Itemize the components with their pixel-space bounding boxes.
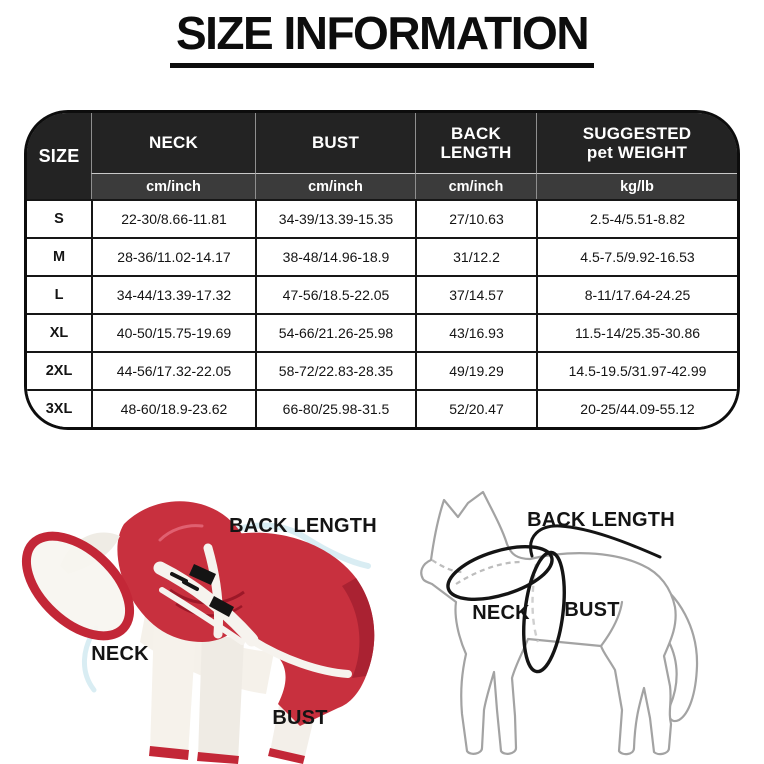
table-row-m-size: M <box>27 237 91 275</box>
column-header-suggested-weight: SUGGESTED pet WEIGHT <box>536 113 737 173</box>
table-row-3xl-size: 3XL <box>27 389 91 427</box>
column-header-size: SIZE <box>27 113 91 199</box>
table-row-2xl-neck: 44-56/17.32-22.05 <box>91 351 255 389</box>
size-table-header <box>27 113 737 199</box>
size-table <box>24 110 740 430</box>
right-bust-label: BUST <box>564 599 620 621</box>
table-row-xl-bust: 54-66/21.26-25.98 <box>255 313 415 351</box>
left-bust-label: BUST <box>272 707 328 729</box>
unit-bust: cm/inch <box>255 173 415 199</box>
column-header-back-length: BACK LENGTH <box>415 113 536 173</box>
table-row-l-back: 37/14.57 <box>415 275 536 313</box>
table-row-l-neck: 34-44/13.39-17.32 <box>91 275 255 313</box>
title-bar <box>0 4 764 68</box>
table-row-m-back: 31/12.2 <box>415 237 536 275</box>
left-back-length-label: BACK LENGTH <box>229 515 377 537</box>
table-row-2xl-size: 2XL <box>27 351 91 389</box>
table-row-3xl-neck: 48-60/18.9-23.62 <box>91 389 255 427</box>
table-row-3xl-weight: 20-25/44.09-55.12 <box>536 389 737 427</box>
right-neck-label: NECK <box>472 602 530 624</box>
unit-neck: cm/inch <box>91 173 255 199</box>
table-row-xl-back: 43/16.93 <box>415 313 536 351</box>
column-header-bust: BUST <box>255 113 415 173</box>
table-row-s-neck: 22-30/8.66-11.81 <box>91 199 255 237</box>
table-row-m-weight: 4.5-7.5/9.92-16.53 <box>536 237 737 275</box>
table-row-3xl-back: 52/20.47 <box>415 389 536 427</box>
table-row-2xl-weight: 14.5-19.5/31.97-42.99 <box>536 351 737 389</box>
table-row-s-bust: 34-39/13.39-15.35 <box>255 199 415 237</box>
table-row-l-weight: 8-11/17.64-24.25 <box>536 275 737 313</box>
size-table-body <box>27 199 737 427</box>
table-row-2xl-bust: 58-72/22.83-28.35 <box>255 351 415 389</box>
table-row-s-weight: 2.5-4/5.51-8.82 <box>536 199 737 237</box>
table-row-m-neck: 28-36/11.02-14.17 <box>91 237 255 275</box>
table-row-xl-neck: 40-50/15.75-19.69 <box>91 313 255 351</box>
right-back-length-label: BACK LENGTH <box>527 509 675 531</box>
table-row-m-bust: 38-48/14.96-18.9 <box>255 237 415 275</box>
table-row-2xl-back: 49/19.29 <box>415 351 536 389</box>
column-header-neck: NECK <box>91 113 255 173</box>
table-row-l-bust: 47-56/18.5-22.05 <box>255 275 415 313</box>
table-row-xl-weight: 11.5-14/25.35-30.86 <box>536 313 737 351</box>
table-row-xl-size: XL <box>27 313 91 351</box>
page-title: SIZE INFORMATION <box>170 4 594 68</box>
table-row-s-size: S <box>27 199 91 237</box>
unit-back-length: cm/inch <box>415 173 536 199</box>
unit-weight: kg/lb <box>536 173 737 199</box>
left-neck-label: NECK <box>91 643 149 665</box>
table-row-3xl-bust: 66-80/25.98-31.5 <box>255 389 415 427</box>
table-row-l-size: L <box>27 275 91 313</box>
table-row-s-back: 27/10.63 <box>415 199 536 237</box>
